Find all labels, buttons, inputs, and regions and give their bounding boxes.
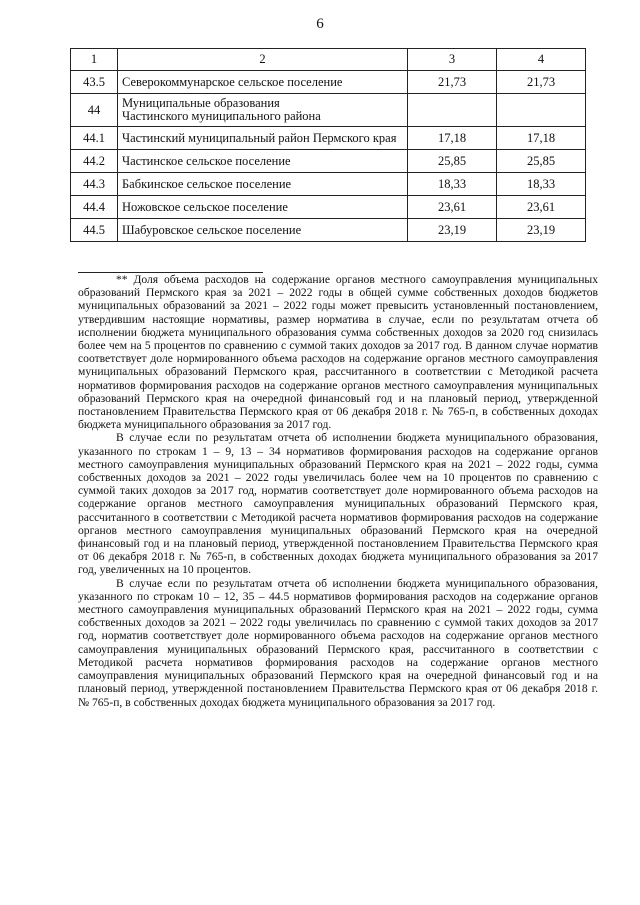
value-col3: 18,33 — [408, 173, 497, 196]
value-col3: 25,85 — [408, 150, 497, 173]
row-number: 44 — [71, 94, 118, 127]
municipality-name — [118, 127, 408, 150]
value-col3: 23,61 — [408, 196, 497, 219]
table-row — [71, 173, 586, 196]
row-number: 44.4 — [71, 196, 118, 219]
value-col4: 17,18 — [497, 127, 586, 150]
table-row — [71, 94, 586, 127]
row-number: 44.2 — [71, 150, 118, 173]
row-number: 44.1 — [71, 127, 118, 150]
table-row — [71, 127, 586, 150]
page-number: 6 — [316, 16, 324, 32]
municipality-name — [118, 196, 408, 219]
value-col4: 25,85 — [497, 150, 586, 173]
value-col3: 17,18 — [408, 127, 497, 150]
body-paragraph: В случае если по результатам отчета об исполнении бюджета муниципального образования, указанного по строкам 1 – 9, 13 – 34 нормативов формирования расходов на содержание органов местного самоуправления муниципальных образований Пермского края на 2021 – 2022 годы, сумма собственных доходов за 2021 – 2022 годы увеличилась более чем на 10 процентов по сравнению с суммой таких доходов за 2017 год, норматив соответствует доле нормированного объема расходов на содержание органов местного самоуправления муниципальных образований Пермского края, рассчитанного в соответствии с Методикой расчета нормативов формирования расходов на содержание органов местного самоуправления муниципальных образований Пермского края на очередной финансовый год и на плановый период, утвержденной постановлением Правительства Пермского края от 06 декабря 2018 г. № 765-п, в собственных доходах бюджета муниципального образования за 2017 год, увеличенных на 10 процентов. — [78, 431, 598, 577]
footnote-paragraph: ** Доля объема расходов на содержание органов местного самоуправления муниципальных образований Пермского края за 2021 – 2022 годы в общей сумме собственных доходов бюджетов муниципальных образований за 2021 – 2022 годы может превысить установленный постановлением, утвердившим настоящие нормативы, размер норматива в случае, если по результатам отчета об исполнении бюджета муниципального образования сумма собственных доходов за 2020 год снизилась более чем на 5 процентов по сравнению с суммой таких доходов за 2017 год. В данном случае норматив соответствует доле нормированного объема расходов на содержание органов местного самоуправления муниципальных образований Пермского края, рассчитанного в соответствии с Методикой расчета нормативов формирования расходов на содержание органов местного самоуправления муниципальных образований Пермского края на очередной финансовый год и на плановый период, утвержденной постановлением Правительства Пермского края от 06 декабря 2018 г. № 765-п, в собственных доходах бюджета муниципального образования за 2017 год. — [78, 273, 598, 432]
name-line: Ножовское сельское поселение — [122, 199, 288, 214]
municipality-name — [118, 71, 408, 94]
name-line: Частинский муниципальный район Пермского края — [122, 130, 397, 145]
municipality-name — [118, 150, 408, 173]
municipality-name — [118, 173, 408, 196]
name-line: Бабкинское сельское поселение — [122, 176, 292, 191]
municipality-name — [118, 219, 408, 242]
column-header: 2 — [118, 49, 408, 71]
value-col3 — [408, 94, 497, 127]
value-col3: 21,73 — [408, 71, 497, 94]
footnote-text — [78, 273, 598, 709]
table-row — [71, 219, 586, 242]
name-line: Шабуровское сельское поселение — [122, 222, 302, 237]
name-line: Муниципальные образования — [122, 96, 280, 110]
norms-table — [70, 48, 586, 242]
row-number: 44.5 — [71, 219, 118, 242]
column-header: 3 — [408, 49, 497, 71]
table-header-row — [71, 49, 586, 71]
row-number: 43.5 — [71, 71, 118, 94]
table-row — [71, 196, 586, 219]
value-col4: 23,19 — [497, 219, 586, 242]
row-number: 44.3 — [71, 173, 118, 196]
value-col4: 21,73 — [497, 71, 586, 94]
name-line: Частинское сельское поселение — [122, 153, 291, 168]
table-row — [71, 150, 586, 173]
column-header: 4 — [497, 49, 586, 71]
name-line: Частинского муниципального района — [122, 109, 321, 123]
name-line: Северокоммунарское сельское поселение — [122, 74, 343, 89]
body-paragraph: В случае если по результатам отчета об исполнении бюджета муниципального образования, указанного по строкам 10 – 12, 35 – 44.5 нормативов формирования расходов на содержание органов местного самоуправления муниципальных образований Пермского края на 2021 – 2022 годы, сумма собственных доходов за 2021 – 2022 годы увеличилась по сравнению с суммой таких доходов за 2017 год, норматив соответствует доле нормированного объема расходов на содержание органов местного самоуправления муниципальных образований Пермского края, рассчитанного в соответствии с Методикой расчета нормативов формирования расходов на содержание органов местного самоуправления муниципальных образований Пермского края на очередной финансовый год и на плановый период, утвержденной постановлением Правительства Пермского края от 06 декабря 2018 г. № 765-п, в собственных доходах бюджета муниципального образования за 2017 год. — [78, 576, 598, 709]
value-col4: 18,33 — [497, 173, 586, 196]
value-col3: 23,19 — [408, 219, 497, 242]
table-row — [71, 71, 586, 94]
municipality-name — [118, 94, 408, 127]
value-col4 — [497, 94, 586, 127]
column-header: 1 — [71, 49, 118, 71]
value-col4: 23,61 — [497, 196, 586, 219]
